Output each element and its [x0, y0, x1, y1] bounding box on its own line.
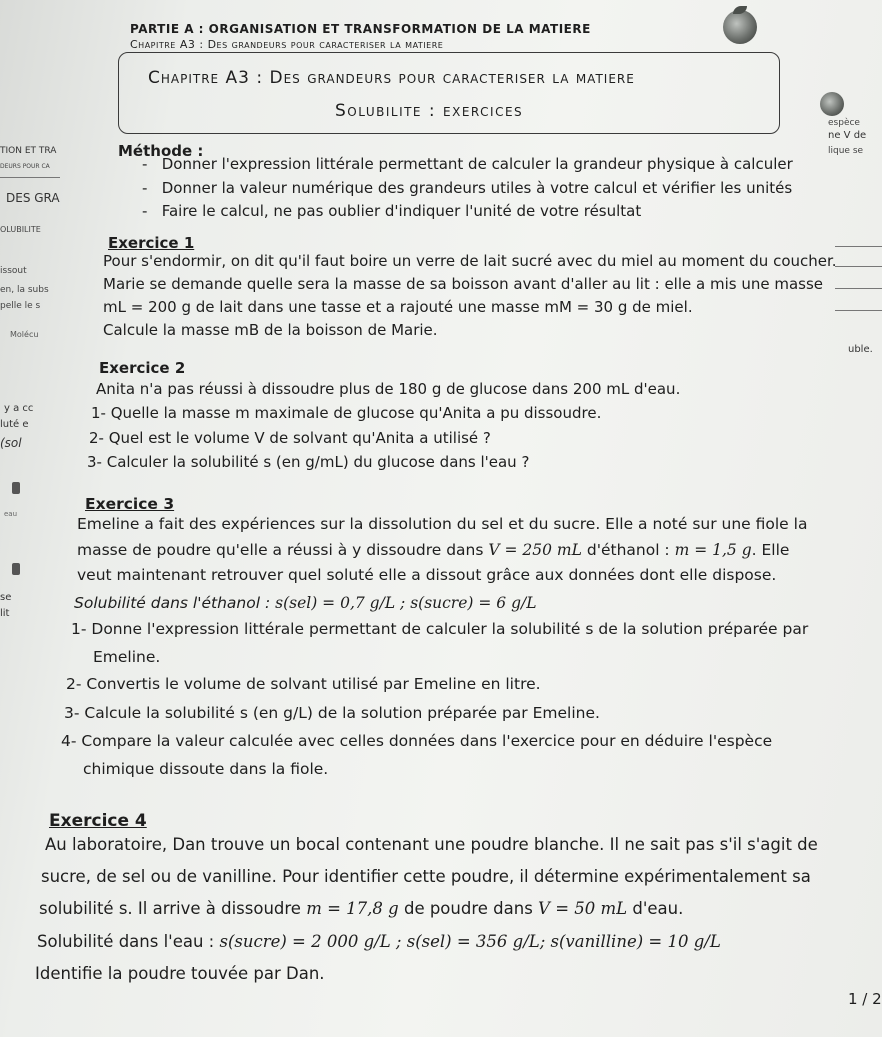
ex3-q1-cont: Emeline. [93, 648, 161, 666]
ex3-q2: 2- Convertis le volume de solvant utilisé par Emeline en litre. [66, 675, 541, 693]
bleed-left-5: issout [0, 266, 27, 276]
method-step-1-text: Donner l'expression littérale permettant de calculer la grandeur physique à calculer [161, 155, 793, 173]
bleed-left-4: OLUBILITE [0, 225, 41, 234]
method-step-3: - Faire le calcul, ne pas oublier d'indiquer l'unité de votre résultat [142, 202, 642, 220]
method-step-2-text: Donner la valeur numérique des grandeurs utiles à votre calcul et vérifier les unités [161, 179, 793, 197]
bleed-rule-r4 [835, 310, 882, 311]
ex4-sol-label: Solubilité dans l'eau : [37, 932, 215, 951]
ex3-sol-label: Solubilité dans l'éthanol : [74, 594, 271, 612]
bleed-left-12: eau [4, 510, 18, 518]
bleed-left-7: pelle le s [0, 301, 41, 311]
bleed-left-14: lit [0, 608, 10, 619]
ex1-line-3: mL = 200 g de lait dans une tasse et a rajouté une masse mM = 30 g de miel. [103, 298, 693, 316]
ex3-q3: 3- Calcule la solubilité s (en g/L) de la solution préparée par Emeline. [64, 704, 600, 722]
ex4-line-4 [37, 932, 721, 951]
ex3-volume: V = 250 mL [488, 541, 582, 559]
bleed-left-8: Molécu [10, 330, 39, 339]
ex4-line-3c: de poudre dans [403, 899, 533, 918]
bleed-rule-r3 [835, 288, 882, 289]
bleed-icon-1 [12, 482, 20, 494]
ex3-line-2a: masse de poudre qu'elle a réussi à y dissoudre dans [77, 541, 484, 559]
ex1-line-4: Calcule la masse mB de la boisson de Marie. [103, 321, 438, 339]
ex3-title: Exercice 3 [85, 495, 175, 513]
ex1-line-1: Pour s'endormir, on dit qu'il faut boire un verre de lait sucré avec du miel au moment du coucher. [103, 252, 837, 270]
bleed-right-3: lique se [828, 146, 864, 156]
ex3-mass: m = 1,5 g [674, 541, 752, 559]
ex3-q4: 4- Compare la valeur calculée avec celles données dans l'exercice pour en déduire l'espèce [61, 732, 773, 750]
method-step-3-text: Faire le calcul, ne pas oublier d'indiquer l'unité de votre résultat [161, 202, 642, 220]
ex1-line-2: Marie se demande quelle sera la masse de sa boisson avant d'aller au lit : elle a mis une masse [103, 275, 823, 293]
ex2-title: Exercice 2 [99, 359, 186, 377]
bleed-right-4: uble. [848, 344, 873, 355]
ex2-q1: 1- Quelle la masse m maximale de glucose qu'Anita a pu dissoudre. [91, 404, 602, 422]
bleed-rule [0, 177, 60, 178]
bleed-right-2: ne V de [828, 130, 867, 141]
bleed-rule-r2 [835, 266, 882, 267]
ex3-line-3: veut maintenant retrouver quel soluté elle a dissout grâce aux données dont elle dispose. [77, 566, 777, 584]
apple-logo [723, 10, 757, 44]
bleed-right-1: espèce [828, 118, 860, 128]
bleed-left-13: se [0, 592, 12, 603]
ex3-line-2c: d'éthanol : [586, 541, 670, 559]
bleed-left-9: y a cc [4, 403, 34, 414]
ex1-title: Exercice 1 [108, 234, 195, 252]
banner-title: Chapitre A3 : Des grandeurs pour caracteriser la matiere [148, 68, 635, 88]
bleed-left-3: DES GRA [6, 191, 60, 205]
bleed-left-2: DEURS POUR CA [0, 163, 50, 170]
ex3-sol-value: s(sel) = 0,7 g/L ; s(sucre) = 6 g/L [275, 594, 537, 612]
bleed-left-11: (sol [0, 436, 22, 450]
chapter-banner [118, 52, 780, 134]
ex4-title: Exercice 4 [49, 811, 147, 831]
ex3-solubility [74, 594, 537, 612]
ex3-line-2e: . Elle [751, 541, 790, 559]
method-title: Méthode : [118, 142, 204, 160]
method-step-1: - Donner l'expression littérale permettant de calculer la grandeur physique à calculer [142, 155, 793, 173]
ex4-line-3e: d'eau. [632, 899, 684, 918]
ex4-mass: m = 17,8 g [306, 899, 399, 918]
ex2-intro: Anita n'a pas réussi à dissoudre plus de 180 g de glucose dans 200 mL d'eau. [96, 380, 681, 398]
ex4-line-1: Au laboratoire, Dan trouve un bocal contenant une poudre blanche. Il ne sait pas s'il s'agit de [45, 835, 818, 854]
ex3-line-1: Emeline a fait des expériences sur la dissolution du sel et du sucre. Elle a noté sur une fiole la [77, 515, 808, 533]
ex3-q1: 1- Donne l'expression littérale permettant de calculer la solubilité s de la solution préparée par [71, 620, 809, 638]
bleed-icon-2 [12, 563, 20, 575]
ex2-q3: 3- Calculer la solubilité s (en g/mL) du glucose dans l'eau ? [87, 453, 530, 471]
ex2-q2: 2- Quel est le volume V de solvant qu'Anita a utilisé ? [89, 429, 491, 447]
bleed-left-10: luté e [0, 419, 29, 430]
header-chapter: Chapitre A3 : Des grandeurs pour caracteriser la matiere [130, 38, 444, 51]
ex4-sol-value: s(sucre) = 2 000 g/L ; s(sel) = 356 g/L; s(vanilline) = 10 g/L [219, 932, 721, 951]
method-step-2: - Donner la valeur numérique des grandeurs utiles à votre calcul et vérifier les unités [142, 179, 793, 197]
header-part: PARTIE A : ORGANISATION ET TRANSFORMATION DE LA MATIERE [130, 22, 591, 36]
bleed-left-6: en, la subs [0, 285, 49, 295]
ex4-line-3a: solubilité s. Il arrive à dissoudre [39, 899, 301, 918]
ex4-line-3 [39, 899, 683, 918]
banner-subtitle: Solubilite : exercices [335, 101, 524, 121]
bleed-rule-r1 [835, 246, 882, 247]
ex3-q4-cont: chimique dissoute dans la fiole. [83, 760, 329, 778]
apple-logo-small [820, 92, 844, 116]
ex4-line-5: Identifie la poudre touvée par Dan. [35, 964, 325, 983]
bleed-left-1: TION ET TRA [0, 146, 57, 156]
page-number: 1 / 2 [848, 990, 882, 1008]
ex4-line-2: sucre, de sel ou de vanilline. Pour identifier cette poudre, il détermine expérimentalement sa [41, 867, 811, 886]
ex4-volume: V = 50 mL [538, 899, 628, 918]
ex3-line-2 [77, 541, 789, 559]
